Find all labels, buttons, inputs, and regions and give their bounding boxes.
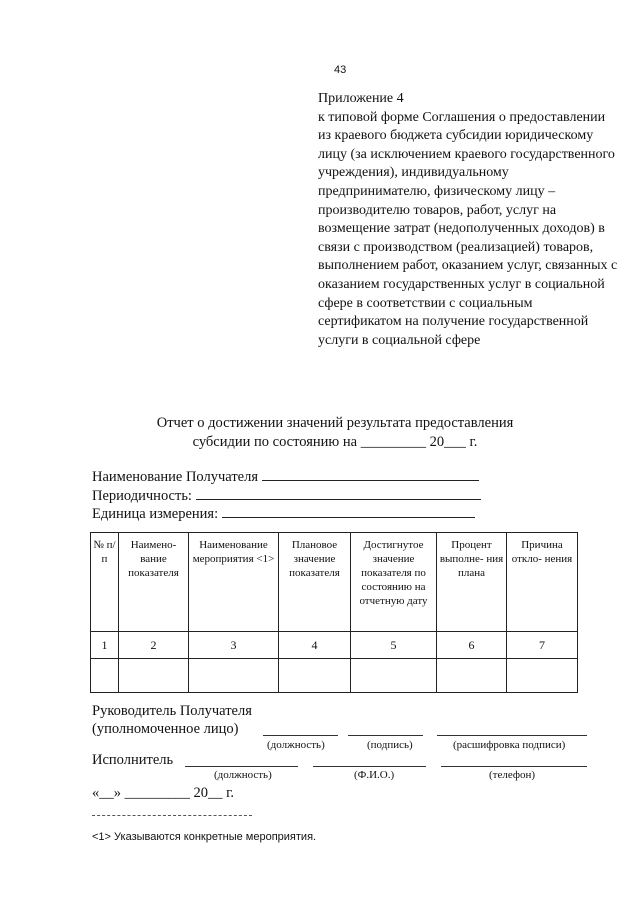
footnote-separator — [92, 815, 252, 816]
header-cell: Достигнутое значение показателя по состоянию на отчетную дату — [351, 533, 437, 632]
table-cell[interactable] — [119, 659, 189, 693]
periodicity-line — [196, 486, 481, 500]
table-row — [91, 659, 578, 693]
executor-name-line — [313, 766, 426, 767]
recipient-line — [262, 467, 479, 481]
unit-label: Единица измерения: — [92, 506, 219, 522]
number-cell: 6 — [437, 632, 507, 659]
table-cell[interactable] — [91, 659, 119, 693]
executor-label: Исполнитель — [92, 752, 174, 768]
number-cell: 3 — [189, 632, 279, 659]
head-label-line2: (уполномоченное лицо) — [92, 721, 239, 737]
number-cell: 7 — [507, 632, 578, 659]
header-cell: Причина откло- нения — [507, 533, 578, 632]
head-position-caption: (должность) — [267, 739, 325, 751]
periodicity-label: Периодичность: — [92, 488, 192, 504]
executor-name-caption: (Ф.И.О.) — [354, 769, 395, 781]
annex-title: Приложение 4 — [318, 91, 404, 106]
executor-position-line — [185, 766, 298, 767]
table-cell[interactable] — [437, 659, 507, 693]
table-cell[interactable] — [351, 659, 437, 693]
head-decoding-line — [437, 735, 587, 736]
table-cell[interactable] — [189, 659, 279, 693]
page-number: 43 — [334, 64, 347, 76]
head-decoding-caption: (расшифровка подписи) — [453, 739, 566, 751]
header-cell: Наимено- вание показателя — [119, 533, 189, 632]
date-line: «__» _________ 20__ г. — [92, 785, 235, 801]
number-cell: 1 — [91, 632, 119, 659]
annex-header — [318, 90, 618, 350]
recipient-field — [92, 467, 479, 486]
table-cell[interactable] — [507, 659, 578, 693]
header-cell: Наименование мероприятия <1> — [189, 533, 279, 632]
table-number-row — [91, 632, 578, 659]
recipient-label: Наименование Получателя — [92, 469, 259, 485]
header-cell: № п/п — [91, 533, 119, 632]
executor-position-caption: (должность) — [214, 769, 272, 781]
number-cell: 4 — [279, 632, 351, 659]
number-cell: 2 — [119, 632, 189, 659]
executor-phone-caption: (телефон) — [489, 769, 536, 781]
header-cell: Процент выполне- ния плана — [437, 533, 507, 632]
periodicity-field — [92, 486, 481, 505]
report-table — [90, 532, 578, 693]
head-label-line1: Руководитель Получателя — [92, 703, 252, 719]
head-signature-line — [348, 735, 423, 736]
report-title-line1: Отчет о достижении значений результата предоставления — [156, 415, 514, 431]
table-cell[interactable] — [279, 659, 351, 693]
report-title — [100, 414, 570, 452]
table-header-row — [91, 533, 578, 632]
annex-text: к типовой форме Соглашения о предоставлении из краевого бюджета субсидии юридическому лицу (за исключением краевого государственного учреждения), индивидуальному предпринимателю, физическому лицу – производителю товаров, работ, услуг на возмещение затрат (недополученных доходов) в связи с производством (реализацией) товаров, выполнением работ, оказанием услуг, связанных с оказанием государственных услуг в социальной сфере в соответствии с социальным сертификатом на получение государственной услуги в социальной сфере — [318, 109, 618, 348]
head-signature-caption: (подпись) — [367, 739, 413, 751]
number-cell: 5 — [351, 632, 437, 659]
executor-phone-line — [441, 766, 587, 767]
header-cell: Плановое значение показателя — [279, 533, 351, 632]
unit-line — [222, 504, 475, 518]
head-position-line — [263, 735, 338, 736]
footnote: <1> Указываются конкретные мероприятия. — [92, 831, 317, 843]
unit-field — [92, 504, 475, 523]
report-title-line2: субсидии по состоянию на _________ 20___ г. — [192, 434, 478, 450]
